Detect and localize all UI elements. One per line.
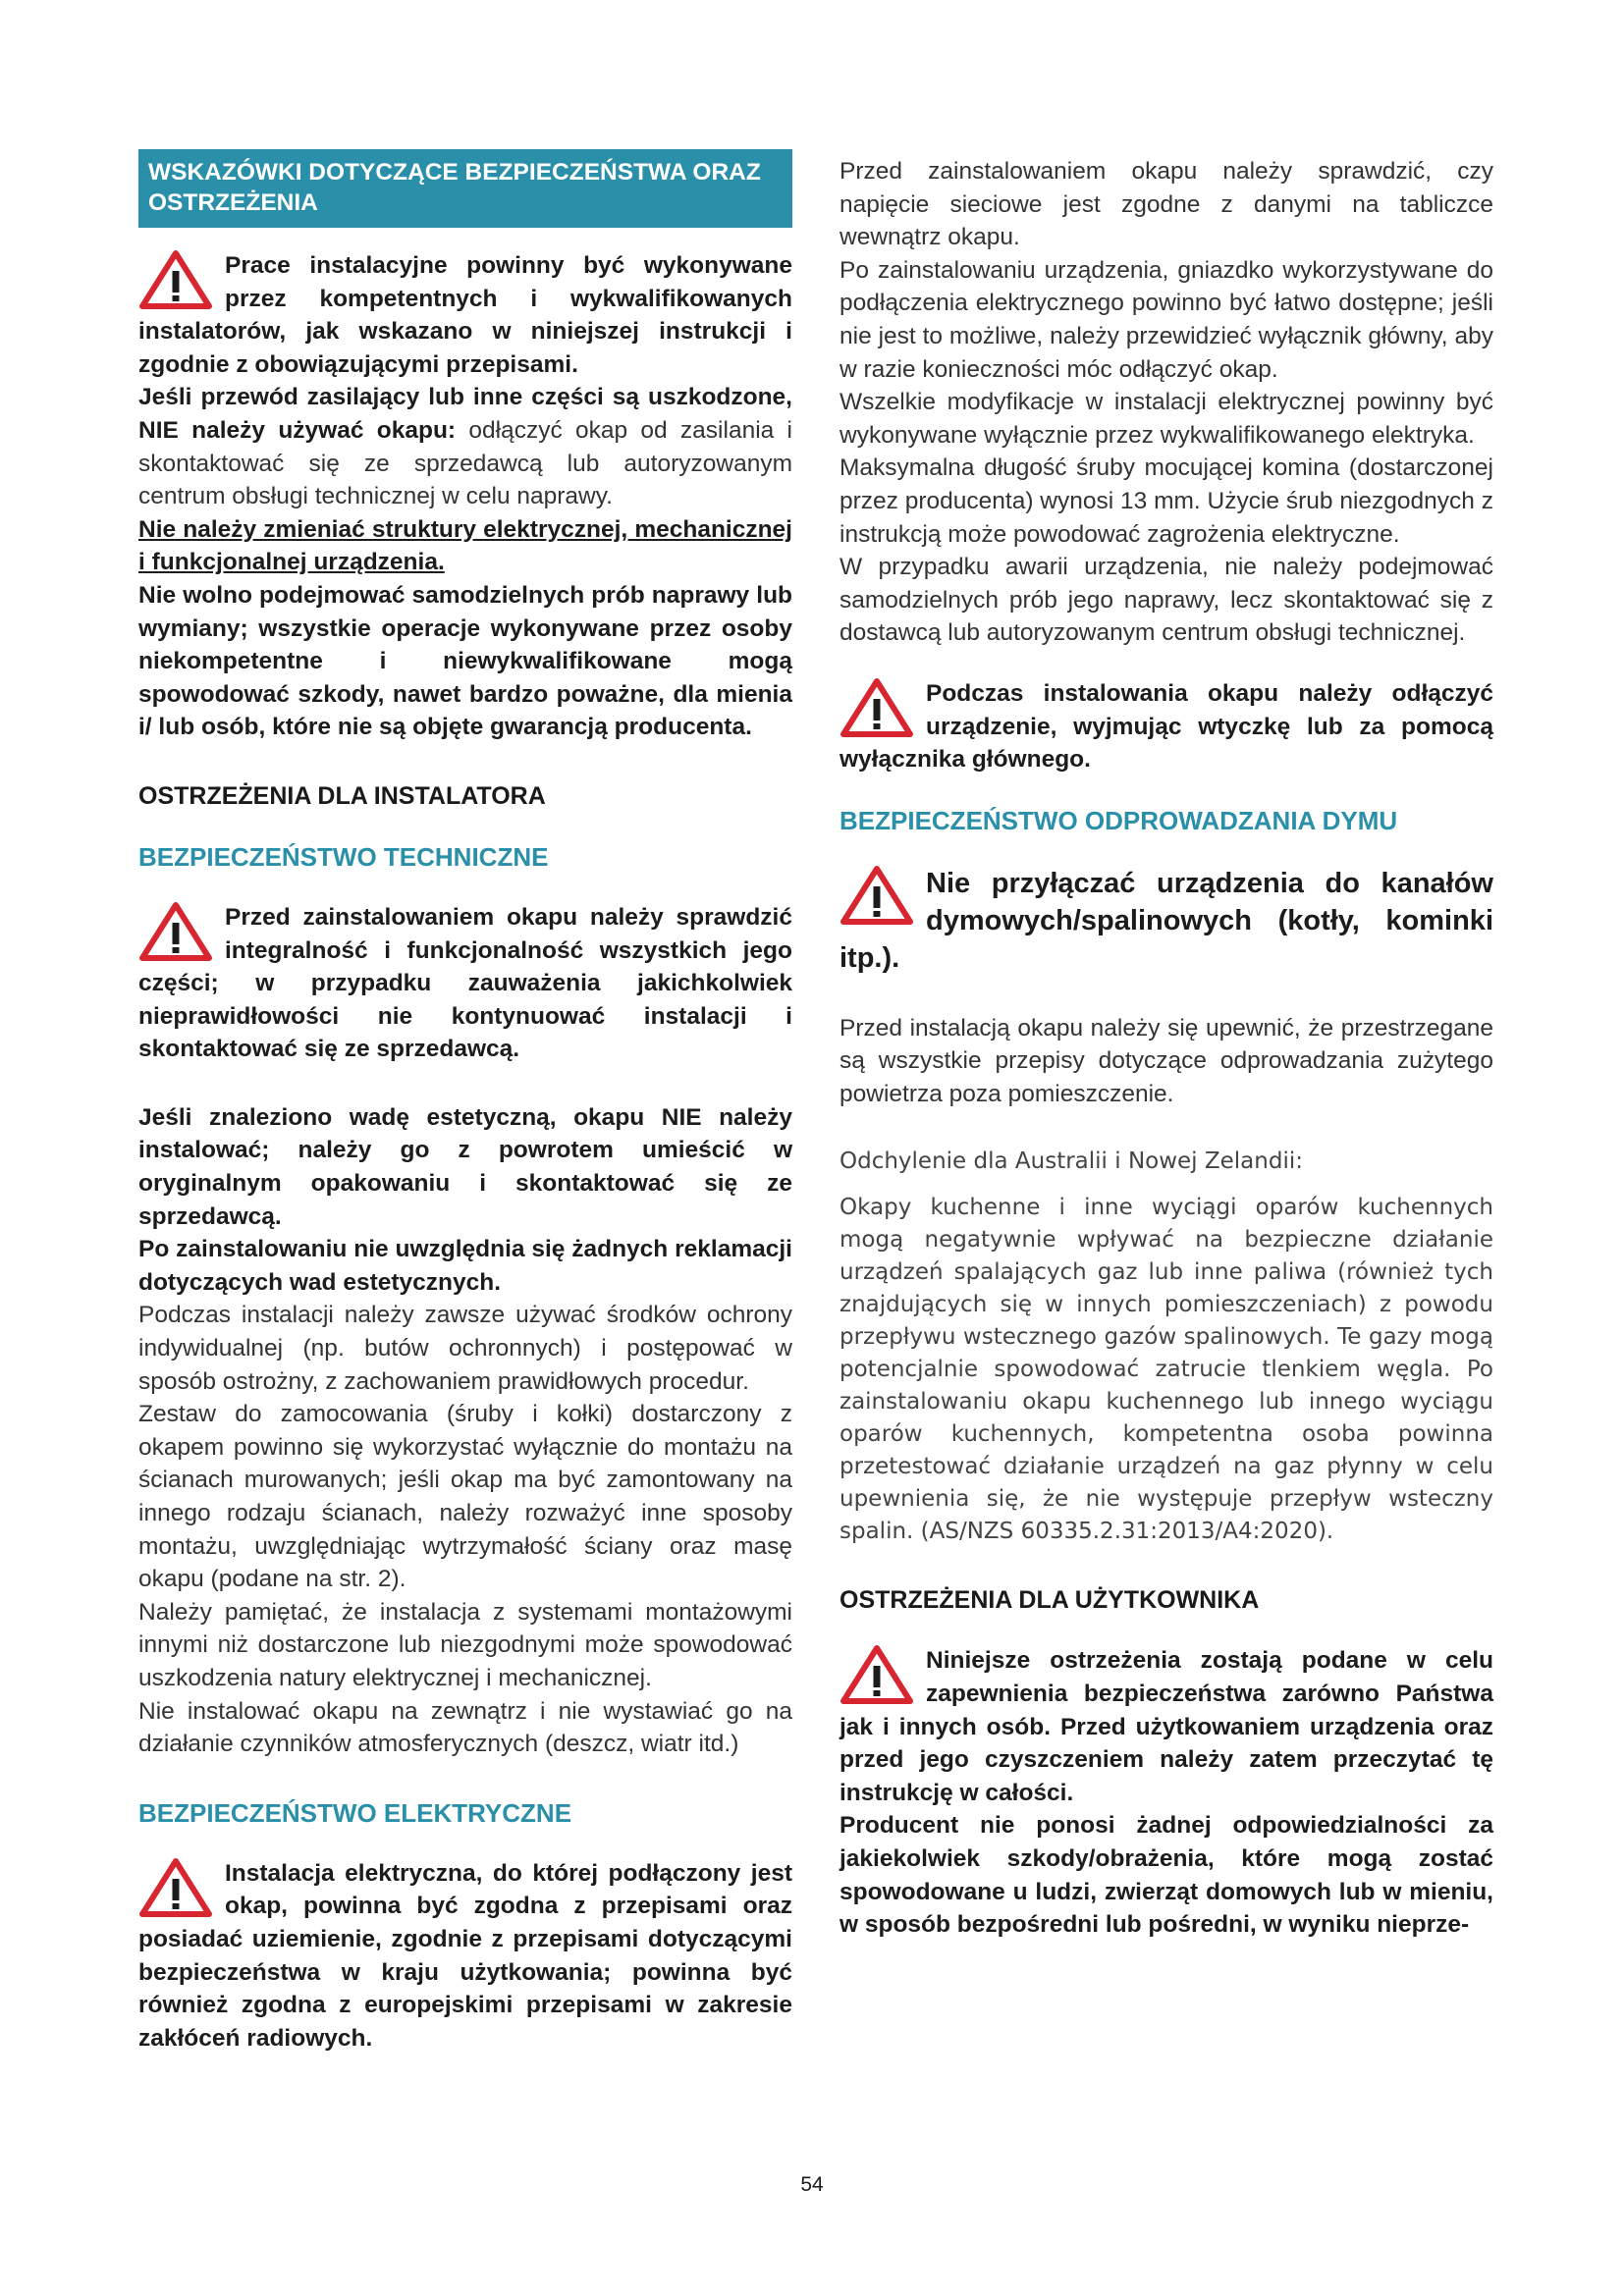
paragraph: Przed zainstalowaniem okapu należy sprawdzić, czy napięcie sieciowe jest zgodne z danymi na tabliczce wewnątrz okapu.: [839, 158, 1493, 251]
warning-triangle-icon: [138, 901, 213, 964]
nz-body: Okapy kuchenne i inne wyciągi oparów kuchennych mogą negatywnie wpływać na bezpieczne działanie urządzeń spalających gaz lub inne paliwa (również tych znajdujących się w innych pomieszczeniach) z powodu przepływu wstecznego gazów spalinowych. Te gazy mogą potencjalnie spowodować zatrucie tlenkiem węgla. Po zainstalowaniu okapu kuchennego lub innego wyciągu oparów kuchennych, kompetentna osoba powinna przetestować działanie urządzeń na gaz płynny w celu upewnienia się, że nie występuje przepływ wsteczny spalin. (AS/NZS 60335.2.31:2013/A4:2020).: [839, 1195, 1493, 1545]
page-number: 54: [800, 2173, 824, 2196]
warning-text: Instalacja elektryczna, do której podłączony jest okap, powinna być zgodna z przepisami oraz posiadać uziemienie, zgodnie z przepisami dotyczącymi bezpieczeństwa w kraju użytkowania; powinna być również zgodna z europejskimi przepisami w zakresie zakłóceń radiowych.: [138, 1859, 792, 2052]
paragraph: Po zainstalowaniu nie uwzględnia się żadnych reklamacji dotyczących wad estetycznych.: [138, 1236, 792, 1296]
paragraph: Po zainstalowaniu urządzenia, gniazdko wykorzystywane do podłączenia elektrycznego powinno być łatwo dostępne; jeśli nie jest to możliwe, należy przewidzieć wyłącznik główny, aby w razie konieczności móc odłączyć okap.: [839, 256, 1493, 383]
warning-block-electrical: [138, 1857, 792, 2056]
paragraph: Zestaw do zamocowania (śruby i kołki) dostarczony z okapem powinno się wykorzystać wyłącznie do montażu na ścianach murowanych; jeśli okap ma być zamontowany na innego rodzaju ścianach, należy rozważyć inne sposoby montażu, uwzględniając wytrzymałość ściany oraz masę okapu (podane na str. 2).: [138, 1401, 792, 1593]
heading-installer-warnings: OSTRZEŻENIA DLA INSTALATORA: [138, 781, 546, 810]
paragraph: Podczas instalacji należy zawsze używać środków ochrony indywidualnej (np. butów ochronnych) i postępować w sposób ostrożny, z zachowaniem prawidłowych procedur.: [138, 1302, 792, 1395]
warning-block-disconnect: [839, 677, 1493, 776]
warning-block-technical: [138, 901, 792, 1066]
warning-triangle-icon: [839, 677, 914, 740]
warning-triangle-icon: [839, 1644, 914, 1707]
left-column: [138, 149, 792, 2055]
paragraph: Producent nie ponosi żadnej odpowiedzialności za jakiekolwiek szkody/obrażenia, które mogą zostać spowodowane u ludzi, zwierząt domowych lub w mieniu, w sposób bezpośredni lub pośredni, w wyniku nieprze-: [839, 1812, 1493, 1939]
warning-text: Prace instalacyjne powinny być wykonywane przez kompetentnych i wykwalifikowanych instalatorów, jak wskazano w niniejszej instrukcji i zgodnie z obowiązującymi przepisami.: [138, 252, 792, 378]
warning-text: Nie przyłączać urządzenia do kanałów dymowych/spalinowych (kotły, kominki itp.).: [839, 867, 1493, 974]
australia-nz-deviation: [839, 1146, 1493, 1548]
paragraph: Maksymalna długość śruby mocującej komina (dostarczonej przez producenta) wynosi 13 mm. Użycie śrub niezgodnych z instrukcją może powodować zagrożenia elektryczne.: [839, 454, 1493, 548]
paragraph: W przypadku awarii urządzenia, nie należy podejmować samodzielnych prób jego naprawy, lecz skontaktować się z dostawcą lub autoryzowanym centrum obsługi technicznej.: [839, 554, 1493, 647]
warning-block-smoke: [839, 865, 1493, 977]
warning-block-installers: [138, 249, 792, 381]
warning-triangle-icon: [138, 1857, 213, 1920]
paragraph: Jeśli znaleziono wadę estetyczną, okapu NIE należy instalować; należy go z powrotem umieścić w oryginalnym opakowaniu i skontaktować się ze sprzedawcą.: [138, 1103, 792, 1230]
paragraph: [138, 381, 792, 512]
section-header-box: WSKAZÓWKI DOTYCZĄCE BEZPIECZEŃSTWA ORAZ OSTRZEŻENIA: [138, 149, 792, 228]
paragraph: Przed instalacją okapu należy się upewnić, że przestrzegane są wszystkie przepisy dotyczące odprowadzania zużytego powietrza poza pomieszczenie.: [839, 1014, 1493, 1107]
paragraph-underlined: Nie należy zmieniać struktury elektrycznej, mechanicznej i funkcjonalnej urządzenia.: [138, 515, 792, 576]
nz-title: Odchylenie dla Australii i Nowej Zelandii:: [839, 1148, 1303, 1175]
heading-technical-safety: BEZPIECZEŃSTWO TECHNICZNE: [138, 841, 549, 872]
warning-text: Przed zainstalowaniem okapu należy sprawdzić integralność i funkcjonalność wszystkich jego części; w przypadku zauważenia jakichkolwiek nieprawidłowości nie kontynuować instalacji i skontaktować się ze sprzedawcą.: [138, 903, 792, 1063]
warning-triangle-icon: [839, 865, 914, 928]
paragraph-light: odłączyć okap od zasilania i skontaktować się ze sprzedawcą lub autoryzowanym centrum obsługi technicznej w celu naprawy.: [138, 416, 792, 510]
heading-smoke-safety: BEZPIECZEŃSTWO ODPROWADZANIA DYMU: [839, 805, 1398, 835]
heading-user-warnings: OSTRZEŻENIA DLA UŻYTKOWNIKA: [839, 1586, 1260, 1615]
paragraph-bold: Jeśli przewód zasilający lub inne części są uszkodzone, NIE należy używać okapu:: [138, 384, 792, 444]
paragraph: Nie instalować okapu na zewnątrz i nie wystawiać go na działanie czynników atmosferycznych (deszcz, wiatr itd.): [138, 1697, 792, 1758]
right-column: [839, 155, 1493, 1942]
warning-text: Niniejsze ostrzeżenia zostają podane w celu zapewnienia bezpieczeństwa zarówno Państwa jak i innych osób. Przed użytkowaniem urządzenia oraz przed jego czyszczeniem należy zatem przeczytać tę instrukcję w całości.: [839, 1647, 1493, 1806]
paragraph: Nie wolno podejmować samodzielnych prób naprawy lub wymiany; wszystkie operacje wykonywane przez osoby niekompetentne i niewykwalifikowane mogą spowodować szkody, nawet bardzo poważne, dla mienia i/ lub osób, które nie są objęte gwarancją producenta.: [138, 581, 792, 741]
paragraph: Wszelkie modyfikacje w instalacji elektrycznej powinny być wykonywane wyłącznie przez wykwalifikowanego elektryka.: [839, 389, 1493, 449]
warning-block-user: [839, 1644, 1493, 1809]
paragraph: Należy pamiętać, że instalacja z systemami montażowymi innymi niż dostarczone lub niezgodnymi może spowodować uszkodzenia natury elektrycznej i mechanicznej.: [138, 1598, 792, 1691]
heading-electrical-safety: BEZPIECZEŃSTWO ELEKTRYCZNE: [138, 1797, 572, 1828]
warning-text: Podczas instalowania okapu należy odłączyć urządzenie, wyjmując wtyczkę lub za pomocą wyłącznika głównego.: [839, 679, 1493, 774]
warning-triangle-icon: [138, 249, 213, 312]
